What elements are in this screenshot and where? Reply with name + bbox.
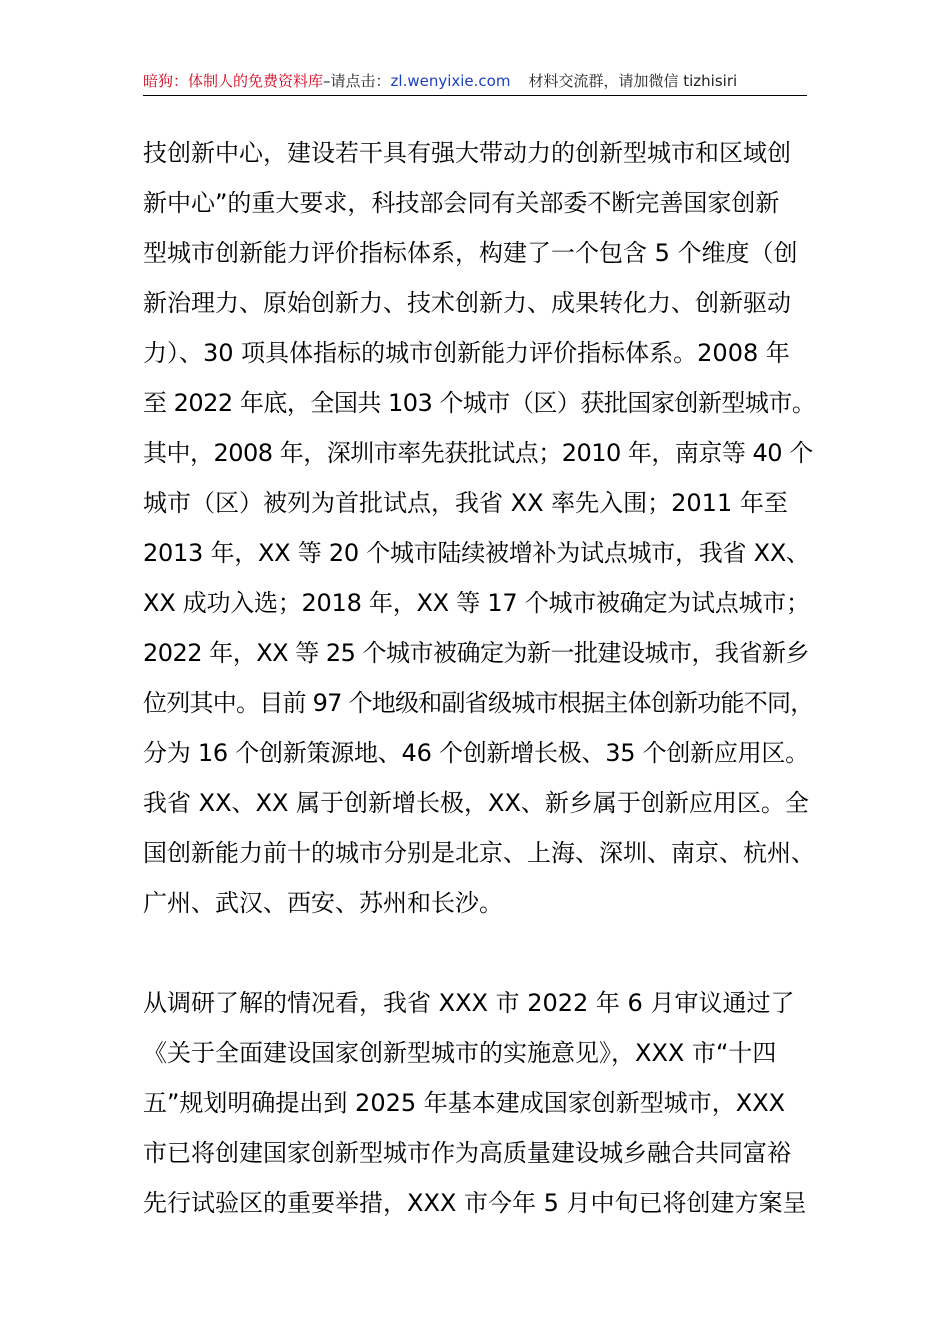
- header-contact: 材料交流群，请加微信 tizhisiri: [528, 72, 738, 90]
- text-line: 其中，2008 年，深圳市率先获批试点；2010 年，南京等 40 个: [143, 439, 813, 467]
- text-line: 从调研了解的情况看，我省 XXX 市 2022 年 6 月审议通过了: [143, 989, 795, 1017]
- text-line: 力）、30 项具体指标的城市创新能力评价指标体系。2008 年: [143, 339, 790, 367]
- text-line: 位列其中。目前 97 个地级和副省级城市根据主体创新功能不同，: [143, 689, 814, 717]
- text-line: 城市（区）被列为首批试点，我省 XX 率先入围；2011 年至: [143, 489, 788, 517]
- text-line: 我省 XX、XX 属于创新增长极，XX、新乡属于创新应用区。全: [143, 789, 809, 817]
- text-line: 新中心”的重大要求，科技部会同有关部委不断完善国家创新: [143, 189, 780, 217]
- page-header: [143, 70, 807, 94]
- header-brand: 暗狗：体制人的免费资料库: [143, 72, 324, 90]
- text-line: 2013 年，XX 等 20 个城市陆续被增补为试点城市，我省 XX、: [143, 539, 810, 567]
- text-line: 广州、武汉、西安、苏州和长沙。: [143, 889, 503, 917]
- text-line: 《关于全面建设国家创新型城市的实施意见》，XXX 市“十四: [143, 1039, 777, 1067]
- text-line: 先行试验区的重要举措，XXX 市今年 5 月中旬已将创建方案呈: [143, 1189, 807, 1217]
- paragraph-1: [143, 128, 815, 928]
- header-url-link[interactable]: zl.wenyixie.com: [390, 72, 511, 90]
- paragraph-2: [143, 978, 815, 1228]
- document-body: [143, 128, 815, 1228]
- text-line: 至 2022 年底，全国共 103 个城市（区）获批国家创新型城市。: [143, 389, 816, 417]
- text-line: 分为 16 个创新策源地、46 个创新增长极、35 个创新应用区。: [143, 739, 809, 767]
- text-line: XX 成功入选；2018 年，XX 等 17 个城市被确定为试点城市；: [143, 589, 810, 617]
- text-line: 技创新中心，建设若干具有强大带动力的创新型城市和区域创: [143, 139, 791, 167]
- text-line: 市已将创建国家创新型城市作为高质量建设城乡融合共同富裕: [143, 1139, 791, 1167]
- paragraph-spacer: [143, 928, 815, 978]
- text-line: 2022 年，XX 等 25 个城市被确定为新一批建设城市，我省新乡: [143, 639, 810, 667]
- header-divider: [143, 95, 807, 96]
- text-line: 新治理力、原始创新力、技术创新力、成果转化力、创新驱动: [143, 289, 791, 317]
- text-line: 型城市创新能力评价指标体系，构建了一个包含 5 个维度（创: [143, 239, 798, 267]
- text-line: 国创新能力前十的城市分别是北京、上海、深圳、南京、杭州、: [143, 839, 815, 867]
- text-line: 五”规划明确提出到 2025 年基本建成国家创新型城市，XXX: [143, 1089, 786, 1117]
- header-prompt: –请点击：: [323, 72, 391, 90]
